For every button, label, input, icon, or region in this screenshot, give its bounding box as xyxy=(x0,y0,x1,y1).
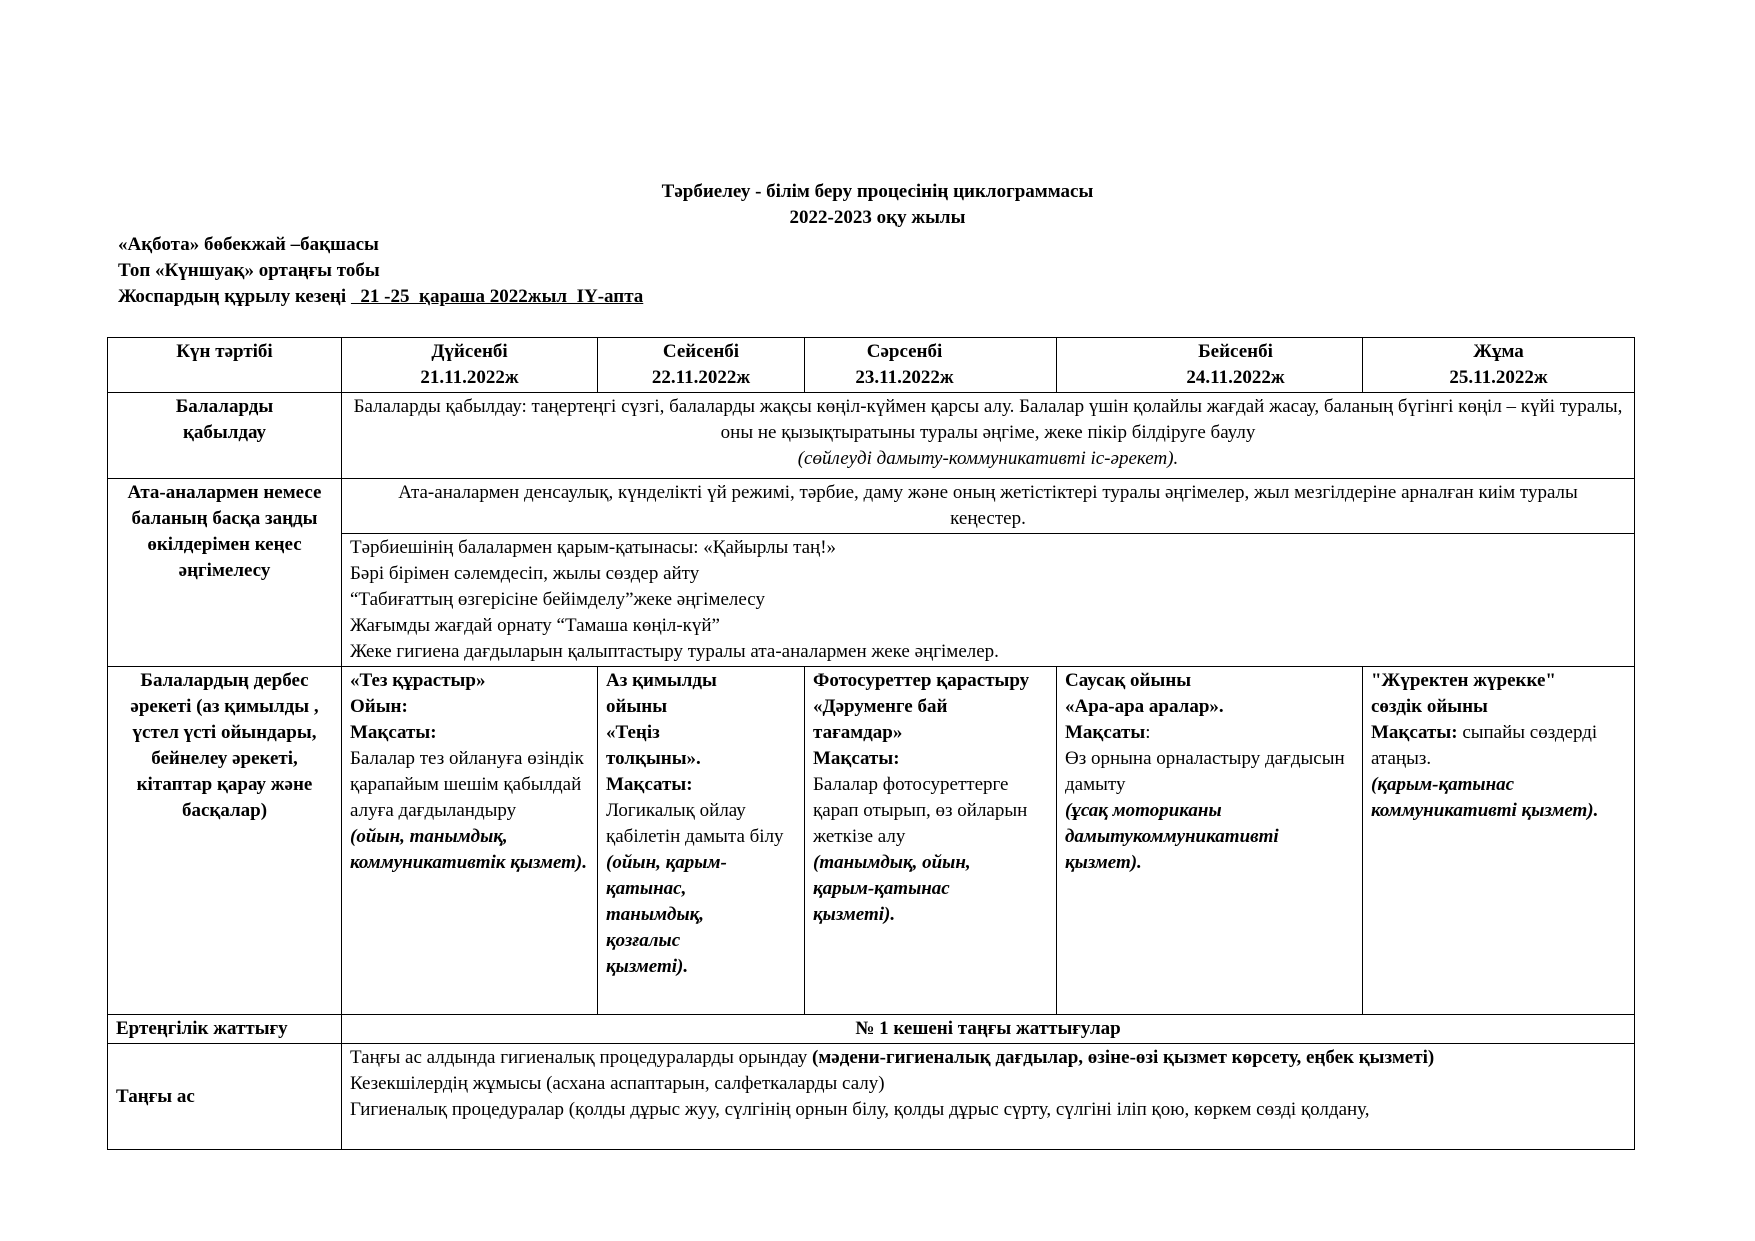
reception-content xyxy=(342,393,1635,479)
parents-label: Ата-аналармен немесе баланың басқа заңды өкілдерімен кеңес әңгімелесу xyxy=(108,479,342,667)
parents-line: Жеке гигиена дағдыларын қалыптастыру туралы ата-аналармен жеке әңгімелер. xyxy=(350,641,999,662)
activity-wednesday: Фотосуреттер қарастыру «Дәруменге бай тағамдар» Мақсаты: Балалар фотосуреттерге қарап отырып, өз ойларын жеткізе алу (танымдық, ойын, қарым-қатынас қызметі). xyxy=(805,667,1057,1015)
parents-line: Бәрі бірімен сәлемдесіп, жылы сөздер айту xyxy=(350,563,700,584)
reception-text: Балаларды қабылдау: таңертеңгі сүзгі, балаларды жақсы көңіл-күймен қарсы алу. Балалар үшін қолайлы жағдай жасау, баланың бүгінгі көңіл – күйі туралы, оны не қызықтыратыны туралы әңгіме, жеке пікір білдіруге баулу xyxy=(353,396,1623,443)
breakfast-row xyxy=(108,1044,1635,1150)
group-name: Топ «Күншуақ» ортаңғы тобы xyxy=(118,260,380,281)
parents-row xyxy=(108,479,1635,534)
activity-monday: «Тез құрастыр» Ойын: Мақсаты: Балалар тез ойлануға өзіндік қарапайым шешім қабылдай алуға дағдыландыру (ойын, танымдық, коммуникативтік қызмет). xyxy=(342,667,598,1015)
breakfast-label: Таңғы ас xyxy=(108,1044,342,1150)
header-friday: Жұма 25.11.2022ж xyxy=(1363,338,1635,393)
plan-period-value: 21 -25 қараша 2022жыл ІҮ-апта xyxy=(350,286,644,307)
header-monday: Дүйсенбі 21.11.2022ж xyxy=(342,338,598,393)
kindergarten-name: «Ақбота» бөбекжай –бақшасы xyxy=(118,234,379,255)
document-title: Тәрбиелеу - білім беру процесінің циклограммасы xyxy=(661,181,1094,202)
schedule-table xyxy=(107,337,1635,1150)
parents-line: Тәрбиешінің балалармен қарым-қатынасы: «Қайырлы таң!» xyxy=(350,537,837,558)
activity-friday: "Жүректен жүрекке" сөздік ойыны Мақсаты: сыпайы сөздерді атаңыз. (қарым-қатынас коммуникативті қызмет). xyxy=(1363,667,1635,1015)
parents-line: “Табиғаттың өзгерісіне бейімделу”жеке әңгімелесу xyxy=(350,589,765,610)
reception-label: Балаларды қабылдау xyxy=(108,393,342,479)
header-thursday: Бейсенбі 24.11.2022ж xyxy=(1057,338,1363,393)
header-wednesday: Сәрсенбі 23.11.2022ж xyxy=(805,338,1057,393)
activity-thursday: Саусақ ойыны «Ара-ара аралар». Мақсаты: Өз орнына орналастыру дағдысын дамыту (ұсақ моториканы дамытукоммуникативті қызмет). xyxy=(1057,667,1363,1015)
exercise-text: № 1 кешені таңғы жаттығулар xyxy=(342,1015,1635,1044)
breakfast-content: Таңғы ас алдында гигиеналық процедураларды орындау (мәдени-гигиеналық дағдылар, өзіне-өзі қызмет көрсету, еңбек қызметі) Кезекшілердің жұмысы (асхана аспаптарын, салфеткаларды салу) Гигиеналық процедуралар (қолды дұрыс жуу, сүлгінің орнын білу, қолды дұрыс сүрту, сүлгіні іліп қою, көркем сөзді қолдану, xyxy=(342,1044,1635,1150)
header-schedule: Күн тәртібі xyxy=(108,338,342,393)
exercise-row xyxy=(108,1015,1635,1044)
activity-tuesday: Аз қимылды ойыны «Теңіз толқыны». Мақсаты: Логикалық ойлау қабілетін дамыта білу (ойын, қарым-қатынас, танымдық, қозғалыс қызметі). xyxy=(598,667,805,1015)
activity-row xyxy=(108,667,1635,1015)
parents-line: Жағымды жағдай орнату “Тамаша көңіл-күй” xyxy=(350,615,720,636)
header-row xyxy=(108,338,1635,393)
reception-row xyxy=(108,393,1635,479)
activity-label: Балалардың дербес әрекеті (аз қимылды , үстел үсті ойындары, бейнелеу әрекеті, кітаптар қарау және басқалар) xyxy=(108,667,342,1015)
plan-period-label: Жоспардың құрылу кезеңі xyxy=(118,286,351,307)
plan-period xyxy=(118,284,643,310)
header-tuesday: Сейсенбі 22.11.2022ж xyxy=(598,338,805,393)
parents-communication xyxy=(342,534,1635,667)
exercise-label: Ертеңгілік жаттығу xyxy=(108,1015,342,1044)
reception-note: (сөйлеуді дамыту-коммуникативті іс-әрекет). xyxy=(797,448,1179,469)
academic-year: 2022-2023 оқу жылы xyxy=(789,207,966,228)
parents-text: Ата-аналармен денсаулық, күнделікті үй режимі, тәрбие, даму және оның жетістіктері туралы әңгімелер, жыл мезгілдеріне арналған киім туралы кеңестер. xyxy=(342,479,1635,534)
